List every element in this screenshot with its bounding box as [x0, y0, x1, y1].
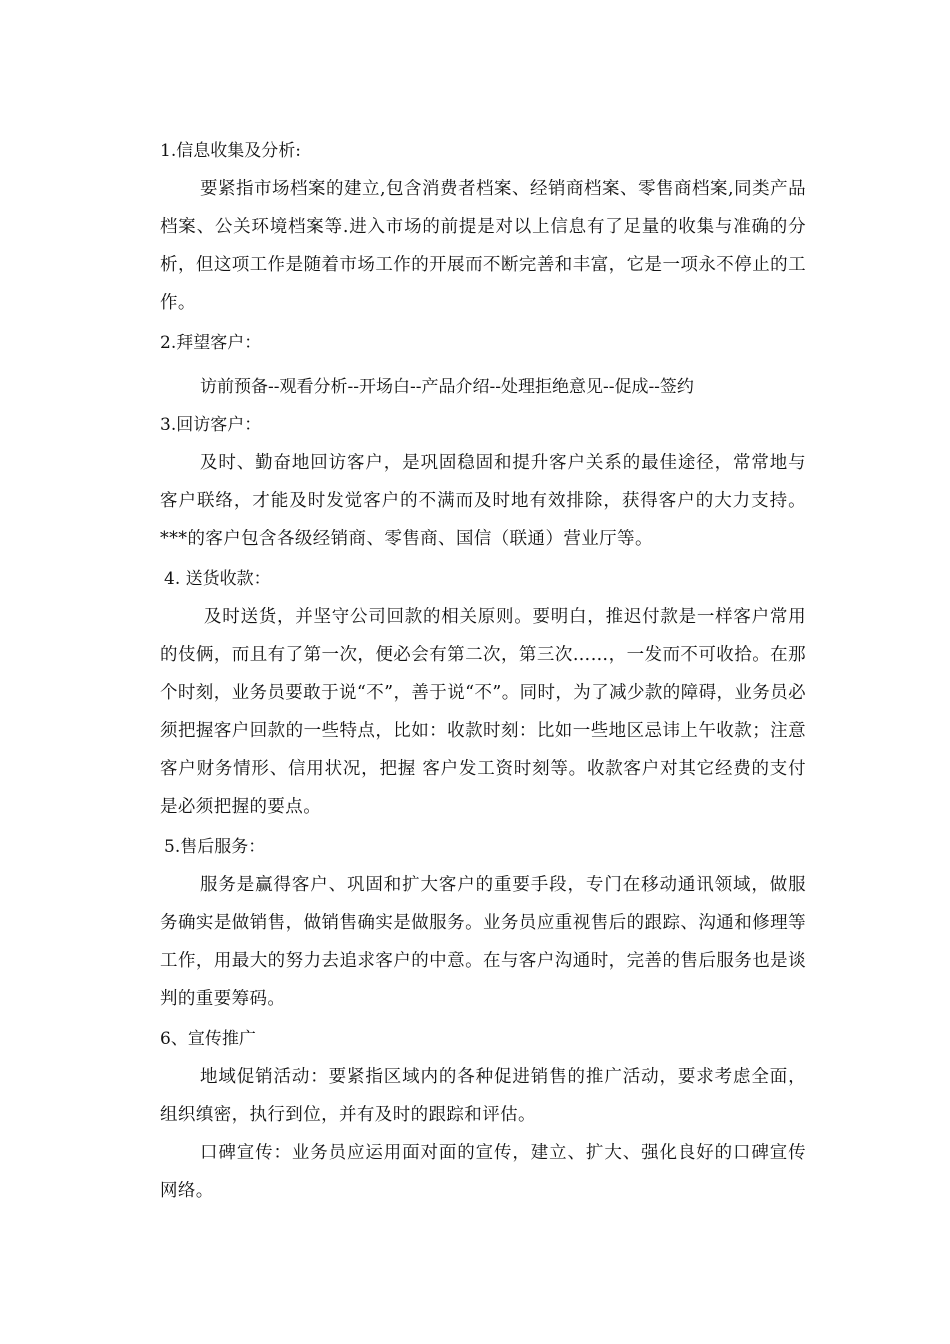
section-heading-visit-customers: 2.拜望客户： — [160, 333, 262, 353]
section-heading-info-collection: 1.信息收集及分析: — [160, 141, 301, 161]
section-paragraph-word-of-mouth: 口碑宣传：业务员应运用面对面的宣传，建立、扩大、强化良好的口碑宣传网络。 — [160, 1143, 806, 1201]
section-paragraph-regional-promotion: 地域促销活动：要紧指区域内的各种促进销售的推广活动，要求考虑全面，组织缜密，执行到位，并有及时的跟踪和评估。 — [160, 1067, 806, 1125]
section-paragraph-after-sales: 服务是赢得客户、巩固和扩大客户的重要手段，专门在移动通讯领域，做服务确实是做销售，做销售确实是做服务。业务员应重视售后的跟踪、沟通和修理等工作，用最大的努力去追求客户的中意。在与客户沟通时，完善的售后服务也是谈判的重要筹码。 — [160, 875, 806, 1009]
section-paragraph-visit-process: 访前预备--观看分析--开场白--产品介绍--处理拒绝意见--促成--签约 — [200, 377, 694, 397]
section-paragraph-info-collection: 要紧指市场档案的建立,包含消费者档案、经销商档案、零售商档案,同类产品档案、公关环境档案等.进入市场的前提是对以上信息有了足量的收集与准确的分析，但这项工作是随着市场工作的开展而不断完善和丰富，它是一项永不停止的工作。 — [160, 179, 806, 313]
section-heading-revisit-customers: 3.回访客户： — [160, 415, 262, 435]
section-heading-after-sales: 5.售后服务： — [164, 837, 266, 857]
section-paragraph-revisit-customers: 及时、勤奋地回访客户，是巩固稳固和提升客户关系的最佳途径，常常地与客户联络，才能及时发觉客户的不满而及时地有效排除，获得客户的大力支持。***的客户包含各级经销商、零售商、国信（联通）营业厅等。 — [160, 453, 806, 549]
section-paragraph-delivery-collection: 及时送货，并坚守公司回款的相关原则。要明白，推迟付款是一样客户常用的伎俩，而且有了第一次，便必会有第二次，第三次……，一发而不可收拾。在那个时刻，业务员要敢于说“不”，善于说“不”。同时，为了减少款的障碍，业务员必须把握客户回款的一些特点，比如：收款时刻：比如一些地区忌讳上午收款；注意客户财务情形、信用状况，把握 客户发工资时刻等。收款客户对其它经费的支付是必须把握的要点。 — [160, 607, 806, 817]
section-heading-promotion: 6、宣传推广 — [160, 1029, 256, 1049]
document-body — [160, 134, 806, 1210]
section-heading-delivery-collection: 4. 送货收款： — [164, 569, 271, 589]
